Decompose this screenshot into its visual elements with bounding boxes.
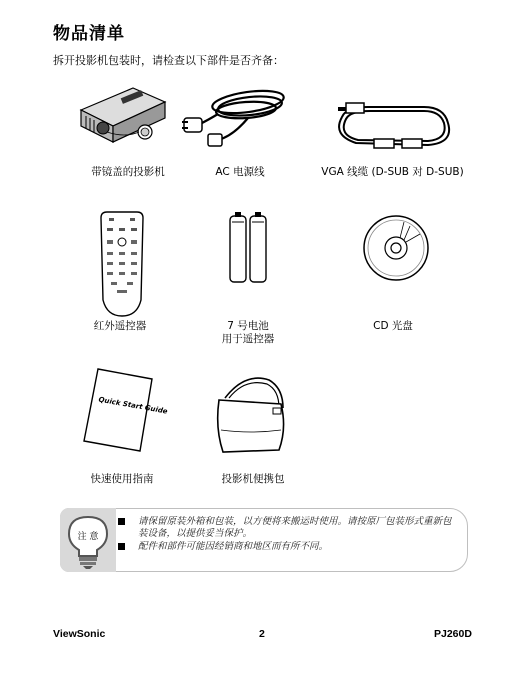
caption-power-cord: AC 电源线 [215, 166, 265, 178]
projector-icon [73, 80, 173, 150]
caption-vga-cable: VGA 线缆 (D-SUB 对 D-SUB) [321, 166, 464, 178]
caption-cd-disc: CD 光盘 [373, 320, 413, 332]
remote-control-icon [97, 210, 147, 318]
intro-text: 拆开投影机包装时，请检查以下部件是否齐备： [53, 54, 284, 67]
note-label: 注 意 [77, 532, 99, 542]
note-item [118, 541, 458, 553]
caption-remote-control: 红外遥控器 [93, 320, 147, 332]
quick-start-guide-icon [80, 365, 169, 455]
note-list [118, 516, 458, 554]
power-cord-icon [178, 80, 293, 150]
note-text: 请保留原装外箱和包装，以方便将来搬运时使用。请按原厂包装形式重新包装设备，以提供妥当保护。 [138, 516, 452, 539]
note-item [118, 516, 458, 540]
cd-disc-icon [360, 212, 432, 284]
caption-batteries-line1: 7 号电池 [227, 320, 269, 332]
page-title: 物品清单 [53, 24, 125, 44]
note-text: 配件和部件可能因经销商和地区而有所不同。 [138, 541, 329, 552]
caption-batteries [198, 320, 298, 346]
caption-projector: 带镜盖的投影机 [91, 166, 165, 178]
carrying-bag-icon [211, 368, 291, 458]
lightbulb-icon [65, 514, 111, 574]
caption-batteries-line2: 用于遥控器 [221, 333, 275, 345]
caption-quick-start-guide: 快速使用指南 [90, 473, 154, 485]
guide-cover-text: Quick Start Guide [97, 395, 169, 416]
footer-model: PJ260D [434, 628, 472, 640]
caption-carrying-bag: 投影机便携包 [221, 473, 285, 485]
bullet-icon [118, 543, 125, 550]
batteries-icon [226, 210, 270, 286]
footer-page-number: 2 [259, 628, 265, 640]
bullet-icon [118, 518, 125, 525]
vga-cable-icon [328, 95, 458, 155]
footer-brand: ViewSonic [53, 628, 106, 640]
